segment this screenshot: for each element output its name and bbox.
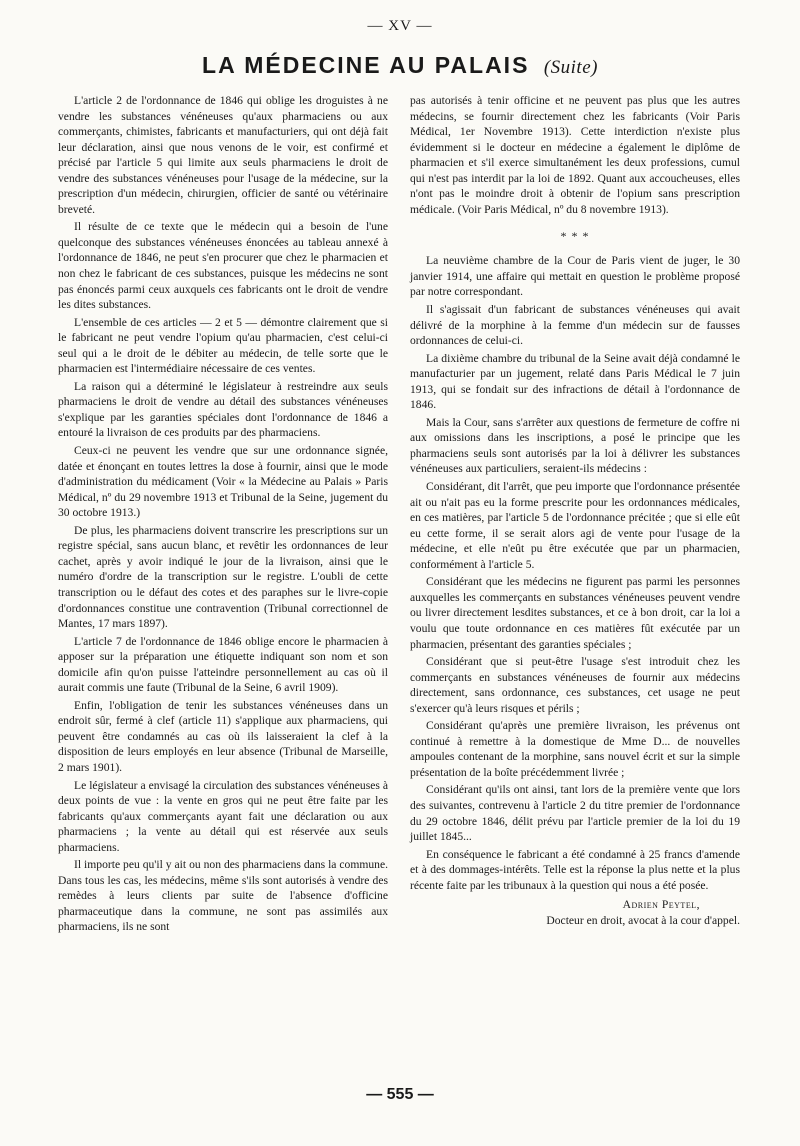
article-title-main: LA MÉDECINE AU PALAIS [202,52,530,78]
paragraph: Il importe peu qu'il y ait ou non des pharmaciens dans la commune. Dans tous les cas, les médecins, même s'ils sont autorisés à vendre des remèdes à leurs clients par suite de l'absence d'officine pharmaceutique dans la commune, ne sont pas assimilés aux pharmaciens, ils ne sont [58,858,388,934]
paragraph: Il s'agissait d'un fabricant de substances vénéneuses qui avait délivré de la morphine à la femme d'un médecin sur de fausses ordonnances de celui-ci. [410,303,740,348]
paragraph: L'article 2 de l'ordonnance de 1846 qui oblige les droguistes à ne vendre les substances vénéneuses qu'aux pharmaciens ou aux commerçants, chimistes, fabricants et manufacturiers, qui ont déjà fait leur déclaration, ainsi que nous venons de le voir, est confirmé et précisé par l'article 5 qui limite aux seuls pharmaciens le droit de vendre des substances vénéneuses pour l'usage de la médecine, sur la prescription d'un médecin, chirurgien, officier de santé ou vétérinaire breveté. [58,94,388,216]
page-number: — 555 — [366,1086,434,1103]
paragraph: De plus, les pharmaciens doivent transcrire les prescriptions sur un registre spécial, sans aucun blanc, et revêtir les ordonnances de leur cachet, après y avoir indiqué le jour de la livraison, ainsi que le numéro d'ordre de la transcription sur le registre. L'oubli de cette transcription ou le défaut des cotes et des paraphes sur le livre-copie d'ordonnances constitue une contravention (Tribunal correctionnel de Mantes, 17 mars 1897). [58,523,388,631]
paragraph: L'ensemble de ces articles — 2 et 5 — démontre clairement que si le fabricant ne peut vendre l'opium qu'au pharmacien, c'est celui-ci seul qui a le droit de le débiter au médecin, de telle sorte que le pharmacien est l'intermédiaire nécessaire de ces ventes. [58,315,388,376]
paragraph: Considérant qu'après une première livraison, les prévenus ont continué à remettre à la domestique de Mme D... de nouvelles ampoules contenant de la morphine, sans nouvel écrit et sur la simple présentation de la boîte précédemment livrée ; [410,719,740,779]
author-title: Docteur en droit, avocat à la cour d'appel. [546,913,740,927]
right-column [410,93,740,928]
paragraph: L'article 7 de l'ordonnance de 1846 oblige encore le pharmacien à apposer sur la préparation une étiquette indiquant son nom et son domicile afin qu'on puisse l'atteindre personnellement au cas où il aurait commis une faute (Tribunal de la Seine, 6 avril 1909). [58,634,388,695]
paragraph: En conséquence le fabricant a été condamné à 25 francs d'amende et à des dommages-intérêts. Telle est la réponse la plus nette et la plus récente faite par les tribunaux à la question qui nous a été posée. [410,847,740,892]
signature-block [410,897,740,928]
paragraph-continued: pas autorisés à tenir officine et ne peuvent pas plus que les autres médecins, se fournir directement chez les fabricants (Voir Paris Médical, 1er Novembre 1913). Cette interdiction n'existe plus évidemment si le docteur en médecine a également le diplôme de pharmacien et s'il exerce simultanément les deux professions, cumul qui n'est pas interdit par la loi de 1892. Quant aux accoucheuses, elles n'ont pas le moindre droit à obtenir de l'opium sans prescription médicale. (Voir Paris Médical, nº du 8 novembre 1913). [410,94,740,216]
paragraph: La neuvième chambre de la Cour de Paris vient de juger, le 30 janvier 1914, une affaire qui mettait en question le problème proposé par notre correspondant. [410,254,740,299]
paragraph: Il résulte de ce texte que le médecin qui a besoin de l'une quelconque des substances vénéneuses énoncées au tableau annexé à l'ordonnance de 1846, ne peut s'en procurer que chez le pharmacien et non chez le fabricant de ces substances, puisque les médecins ne sont pas énoncés parmi ceux auxquels ces fabricants ont le droit de vendre les dites substances. [58,220,388,312]
asterism-separator: * * * [560,229,590,244]
article-title [0,52,800,79]
paragraph: Enfin, l'obligation de tenir les substances vénéneuses dans un endroit sûr, fermé à clef (article 11) s'applique aux pharmaciens, qui peuvent être condamnés au cas où ils laisseraient la clef à la disposition de leurs employés en leur absence (Tribunal de Marseille, 2 mars 1901). [58,698,388,774]
paragraph: Considérant, dit l'arrêt, que peu importe que l'ordonnance présentée ait ou n'ait pas eu la forme prescrite pour les ordonnances médicales, en ces matières, par l'article 5 de l'ordonnance précitée ; que si elle eût eu cette forme, il se serait alors agi de vente pour l'usage de la médecine, et elle n'eût pu être exécutée que par un pharmacien, conformément à l'article 5. [410,480,740,571]
article-title-suite: (Suite) [543,57,598,78]
paragraph: Considérant que les médecins ne figurent pas parmi les personnes auxquelles les commerçants en substances vénéneuses peuvent vendre ou livrer directement lesdites substances, et ce à bon droit, car la loi a voulu que toute ordonnance en ces matières fût exécutée par un pharmacien, présentant des garanties spéciales ; [410,575,740,651]
paragraph: Considérant que si peut-être l'usage s'est introduit chez les commerçants en substances vénéneuses de fournir aux médecins directement, sans ordonnance, ces substances, cet usage ne peut s'exercer qu'à leurs risques et périls ; [410,655,740,715]
paragraph: Mais la Cour, sans s'arrêter aux questions de fermeture de coffre ni aux omissions dans les inscriptions, a posé le principe que les pharmaciens seuls sont autorisés par la loi à délivrer les substances vénéneuses aux particuliers, seraient-ils médecins : [410,415,740,476]
paragraph: La raison qui a déterminé le législateur à restreindre aux seuls pharmaciens le droit de vendre au détail des substances vénéneuses s'explique par les garanties spéciales dont l'ordonnance de 1846 a entouré la livraison de ces produits par des pharmaciens. [58,379,388,440]
left-column [58,93,388,935]
author-name: Adrien Peytel, [622,898,700,912]
paragraph: Ceux-ci ne peuvent les vendre que sur une ordonnance signée, datée et énonçant en toutes lettres la dose à fournir, ainsi que le mode d'administration du médicament (Voir « la Médecine au Palais » Paris Médical, nº du 29 novembre 1913 et Tribunal de la Seine, jugement du 30 octobre 1913.) [58,444,388,520]
page-folio: — XV — [367,18,433,34]
paragraph: Le législateur a envisagé la circulation des substances vénéneuses à deux points de vue : la vente en gros qui ne peut être faite par les fabricants qu'aux commerçants ayant fait une déclaration ou aux pharmaciens ; la vente au détail qui est réservée aux seuls pharmaciens. [58,778,388,854]
paragraph: Considérant qu'ils ont ainsi, tant lors de la première vente que lors des suivantes, contrevenu à l'article 2 du titre premier de l'ordonnance du 29 octobre 1846, délit prévu par l'article premier de la loi du 19 juillet 1845... [410,783,740,844]
paragraph: La dixième chambre du tribunal de la Seine avait déjà condamné le manufacturier par un jugement, relaté dans Paris Médical le 7 juin 1913, qui se fondait sur des infractions de détail à l'ordonnance de 1846. [410,351,740,412]
